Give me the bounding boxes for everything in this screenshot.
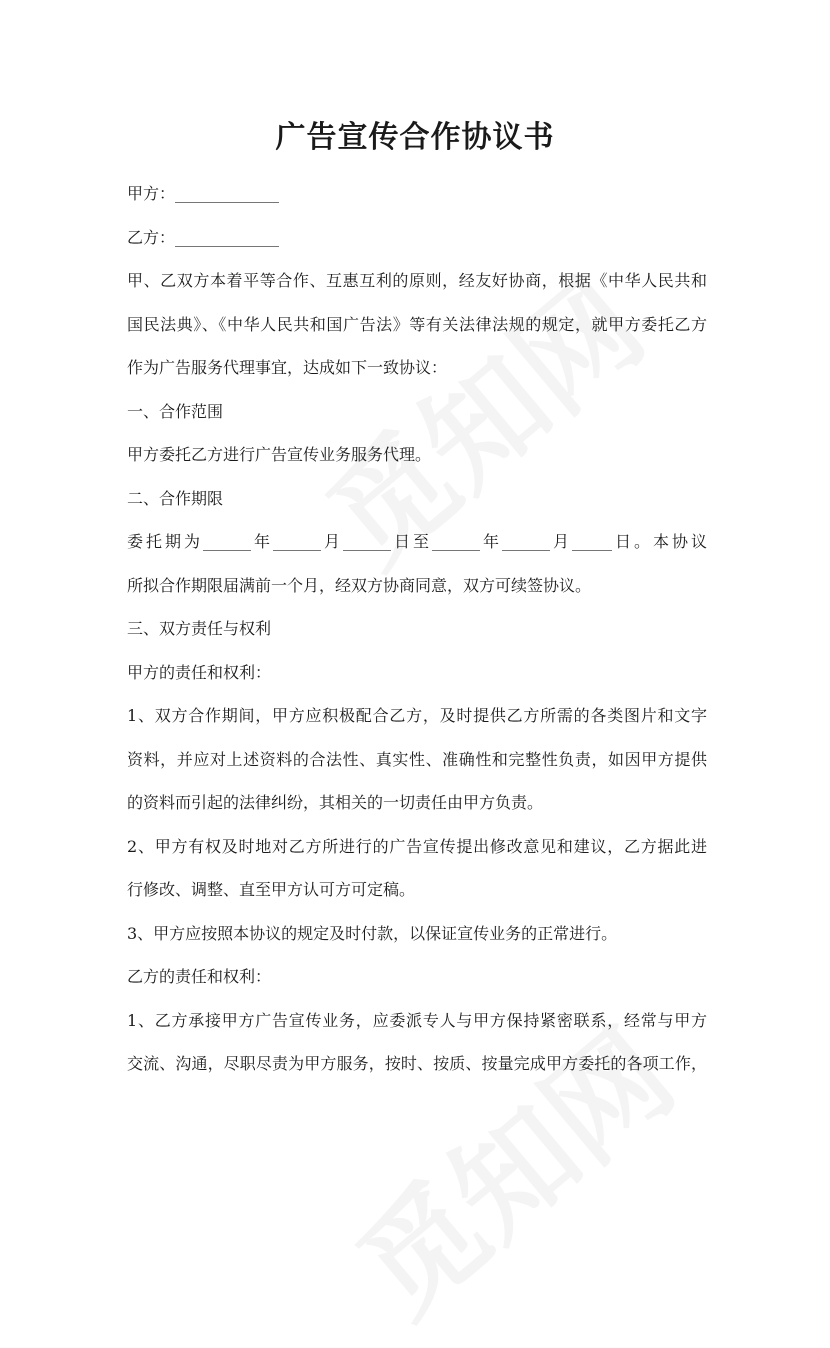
section-heading: 三、双方责任与权利 (127, 619, 272, 638)
paragraph-line: 3、甲方应按照本协议的规定及时付款，以保证宣传业务的正常进行。 (127, 923, 618, 943)
paragraph-line: 1、乙方承接甲方广告宣传业务，应委派专人与甲方保持紧密联系，经常与甲方 (127, 1010, 707, 1030)
paragraph-line: 2、甲方有权及时地对乙方所进行的广告宣传提出修改意见和建议，乙方据此进 (127, 836, 707, 856)
party-b-line: 乙方：_____________ (127, 227, 280, 247)
paragraph-line: 行修改、调整、直至甲方认可方可定稿。 (127, 880, 416, 899)
document-title: 广告宣传合作协议书 (275, 120, 555, 155)
paragraph-line: 委托期为______年______月______日至______年______月_____日。本协议 (127, 532, 707, 551)
paragraph-line: 的资料而引起的法律纠纷，其相关的一切责任由甲方负责。 (127, 793, 544, 812)
paragraph-line: 甲方委托乙方进行广告宣传业务服务代理。 (127, 445, 432, 464)
paragraph-line: 资料，并应对上述资料的合法性、真实性、准确性和完整性负责，如因甲方提供 (127, 749, 707, 769)
party-a-line: 甲方：_____________ (127, 184, 280, 203)
paragraph-line: 甲、乙双方本着平等合作、互惠互利的原则，经友好协商，根据《中华人民共和 (127, 271, 707, 290)
paragraph-line: 国民法典》、《中华人民共和国广告法》等有关法律法规的规定，就甲方委托乙方 (127, 314, 707, 334)
paragraph-line: 所拟合作期限届满前一个月，经双方协商同意，双方可续签协议。 (127, 575, 592, 595)
paragraph-line: 交流、沟通，尽职尽责为甲方服务，按时、按质、按量完成甲方委托的各项工作， (127, 1054, 707, 1073)
section-heading: 二、合作期限 (127, 488, 224, 508)
document-body (127, 172, 707, 1086)
section-heading: 一、合作范围 (127, 401, 224, 421)
paragraph-line: 1、双方合作期间，甲方应积极配合乙方，及时提供乙方所需的各类图片和文字 (127, 706, 707, 725)
subsection-heading: 乙方的责任和权利： (127, 967, 272, 986)
subsection-heading: 甲方的责任和权利： (127, 662, 272, 682)
paragraph-line: 作为广告服务代理事宜，达成如下一致协议： (127, 358, 448, 377)
